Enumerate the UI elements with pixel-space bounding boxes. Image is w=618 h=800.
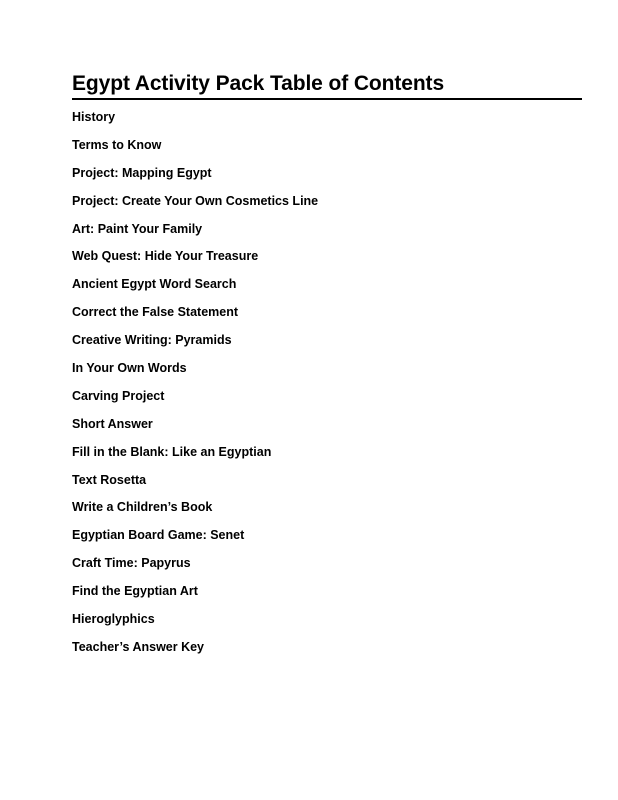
toc-item-egyptian-art: Find the Egyptian Art — [72, 584, 198, 599]
toc-item-terms-to-know: Terms to Know — [72, 137, 162, 152]
toc-item-answer-key: Teacher’s Answer Key — [72, 639, 205, 654]
toc-item-hieroglyphics: Hieroglyphics — [72, 612, 155, 627]
toc-item-history: History — [72, 110, 116, 124]
title-underline — [72, 98, 582, 100]
toc-item-false-statement: Correct the False Statement — [72, 305, 239, 320]
toc-item-cosmetics-line: Project: Create Your Own Cosmetics Line — [72, 193, 319, 208]
page-title: Egypt Activity Pack Table of Contents — [72, 72, 445, 95]
toc-item-childrens-book: Write a Children’s Book — [72, 500, 213, 515]
toc-item-creative-writing: Creative Writing: Pyramids — [72, 333, 232, 348]
toc-item-short-answer: Short Answer — [72, 416, 153, 431]
toc-item-mapping-egypt: Project: Mapping Egypt — [72, 165, 212, 180]
toc-list — [72, 109, 318, 667]
toc-item-fill-in-blank: Fill in the Blank: Like an Egyptian — [72, 444, 272, 459]
toc-item-own-words: In Your Own Words — [72, 361, 187, 376]
toc-item-senet: Egyptian Board Game: Senet — [72, 528, 245, 543]
toc-item-papyrus: Craft Time: Papyrus — [72, 556, 191, 571]
toc-item-word-search: Ancient Egypt Word Search — [72, 277, 237, 292]
toc-item-paint-your-family: Art: Paint Your Family — [72, 221, 203, 236]
toc-item-text-rosetta: Text Rosetta — [72, 472, 147, 487]
toc-item-web-quest: Web Quest: Hide Your Treasure — [72, 249, 259, 264]
toc-item-carving-project: Carving Project — [72, 388, 165, 403]
